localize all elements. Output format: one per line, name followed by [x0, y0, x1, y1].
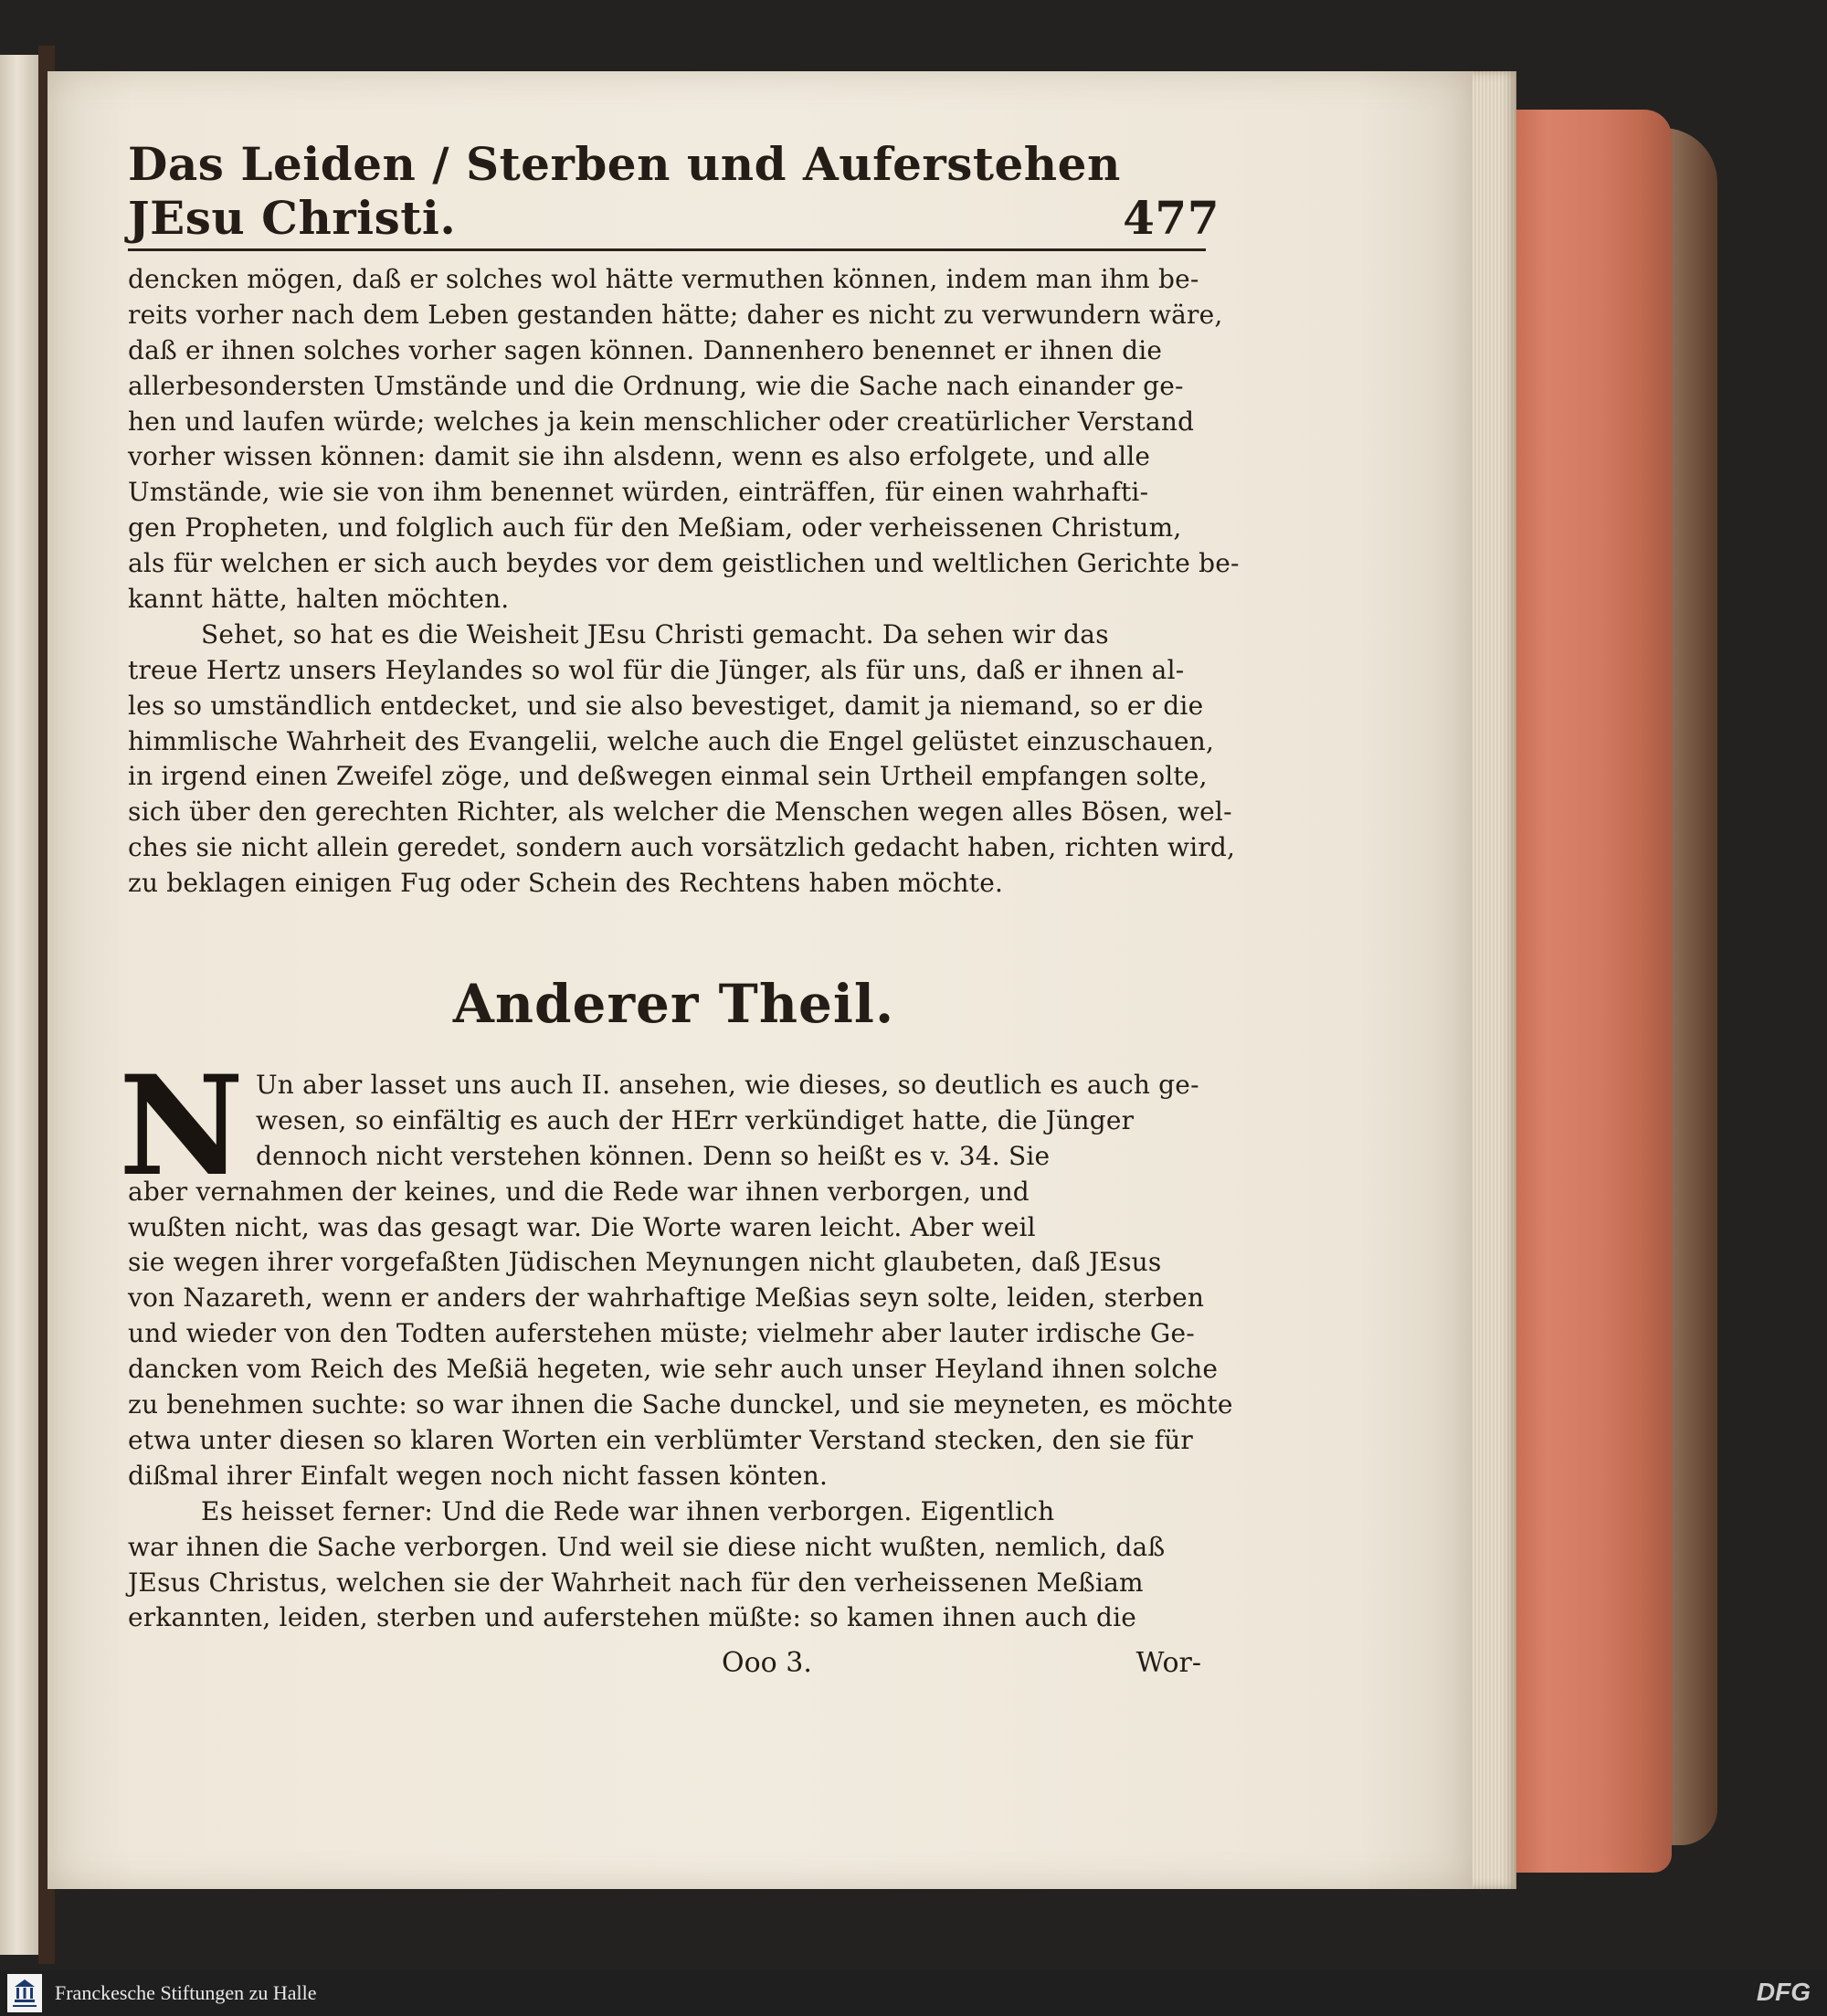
text-line: himmlische Wahrheit des Evangelii, welche auch die Engel gelüstet einzuschauen, — [128, 725, 1215, 756]
text-line: reits vorher nach dem Leben gestanden hätte; daher es nicht zu verwundern wäre, — [128, 299, 1223, 330]
institution-name: Franckesche Stiftungen zu Halle — [55, 1981, 317, 2004]
text-line: allerbesondersten Umstände und die Ordnung, wie die Sache nach einander ge- — [128, 370, 1184, 401]
text-line: erkannten, leiden, sterben und auferstehen müßte: so kamen ihnen auch die — [128, 1602, 1137, 1633]
running-head-title: Das Leiden / Sterben und Auferstehen JEsu Christi. — [128, 137, 1121, 245]
drop-cap-initial: N — [119, 1046, 245, 1208]
dfg-logo: DFG — [1756, 1978, 1811, 2006]
text-line: sich über den gerechten Richter, als welcher die Menschen wegen alles Bösen, wel- — [128, 797, 1232, 828]
red-page-edges — [1516, 110, 1672, 1873]
page-footer-line — [128, 1641, 1220, 1687]
text-line: dennoch nicht verstehen können. Denn so heißt es v. 34. Sie — [256, 1140, 1051, 1171]
paragraph-4 — [128, 1494, 1220, 1637]
text-line: les so umständlich entdecket, und sie also bevestiget, damit ja niemand, so er die — [128, 690, 1204, 721]
text-line: gen Propheten, und folglich auch für den Meßiam, oder verheissenen Christum, — [128, 512, 1182, 544]
text-line: war ihnen die Sache verborgen. Und weil sie diese nicht wußten, nemlich, daß — [128, 1531, 1166, 1562]
text-line: Es heisset ferner: Und die Rede war ihnen verborgen. Eigentlich — [201, 1495, 1055, 1526]
text-line: dißmal ihrer Einfalt wegen noch nicht fassen könten. — [128, 1460, 829, 1491]
paragraph-2 — [128, 617, 1236, 902]
institution-logo-icon — [7, 1974, 42, 2012]
text-line: hen und laufen würde; welches ja kein menschlicher oder creatürlicher Verstand — [128, 406, 1195, 437]
text-line: zu benehmen suchte: so war ihnen die Sache dunckel, und sie meyneten, es möchte — [128, 1389, 1233, 1420]
text-line: sie wegen ihrer vorgefaßten Jüdischen Meynungen nicht glaubeten, daß JEsus — [128, 1247, 1162, 1278]
page-number: 477 — [1123, 191, 1220, 245]
section-heading: Anderer Theil. — [452, 973, 895, 1036]
text-line: zu beklagen einigen Fug oder Schein des Rechtens haben möchte. — [128, 868, 1004, 899]
text-line: kannt hätte, halten möchten. — [128, 584, 510, 615]
text-line: vorher wissen können: damit sie ihn alsdenn, wenn es also erfolgete, und alle — [128, 441, 1151, 472]
left-page-edge — [0, 55, 38, 1955]
page-text — [119, 137, 1240, 1687]
text-line: daß er ihnen solches vorher sagen können. Dannenhero benennet er ihnen die — [128, 334, 1163, 365]
paragraph-3 — [119, 1046, 1233, 1494]
running-head — [128, 137, 1220, 245]
text-line: Un aber lasset uns auch II. ansehen, wie dieses, so deutlich es auch ge- — [256, 1070, 1199, 1101]
text-line: wesen, so einfältig es auch der HErr verkündiget hatte, die Jünger — [256, 1104, 1135, 1135]
text-line: treue Hertz unsers Heylandes so wol für die Jünger, als für uns, daß er ihnen al- — [128, 654, 1185, 685]
text-line: in irgend einen Zweifel zöge, und deßwegen einmal sein Urtheil empfangen solte, — [128, 761, 1208, 792]
text-line: wußten nicht, was das gesagt war. Die Worte waren leicht. Aber weil — [128, 1211, 1036, 1242]
text-line: von Nazareth, wenn er anders der wahrhaftige Meßias seyn solte, leiden, sterben — [128, 1282, 1205, 1314]
text-line: etwa unter diesen so klaren Worten ein verblümter Verstand stecken, den sie für — [128, 1424, 1194, 1455]
signature-mark: Ooo 3. — [722, 1647, 812, 1680]
text-line: als für welchen er sich auch beydes vor dem geistlichen und weltlichen Gerichte be- — [128, 548, 1240, 579]
text-line: aber vernahmen der keines, und die Rede war ihnen verborgen, und — [128, 1176, 1030, 1207]
text-line: JEsus Christus, welchen sie der Wahrheit nach für den verheissenen Meßiam — [128, 1567, 1144, 1598]
text-line: Sehet, so hat es die Weisheit JEsu Christi gemacht. Da sehen wir das — [201, 618, 1109, 649]
catchword: Wor- — [1135, 1647, 1201, 1680]
text-line: dancken vom Reich des Meßiä hegeten, wie sehr auch unser Heyland ihnen solche — [128, 1354, 1219, 1385]
text-line: dencken mögen, daß er solches wol hätte vermuthen können, indem man ihm be- — [128, 264, 1199, 294]
text-line: und wieder von den Todten auferstehen müste; vielmehr aber lauter irdische Ge- — [128, 1318, 1195, 1349]
footer-bar — [0, 1970, 1827, 2016]
text-line: Umstände, wie sie von ihm benennet würden, einträffen, für einen wahrhafti- — [128, 477, 1149, 508]
header-rule — [128, 248, 1206, 251]
paragraph-1 — [128, 262, 1240, 617]
text-line: ches sie nicht allein geredet, sondern auch vorsätzlich gedacht haben, richten wird, — [128, 832, 1236, 863]
